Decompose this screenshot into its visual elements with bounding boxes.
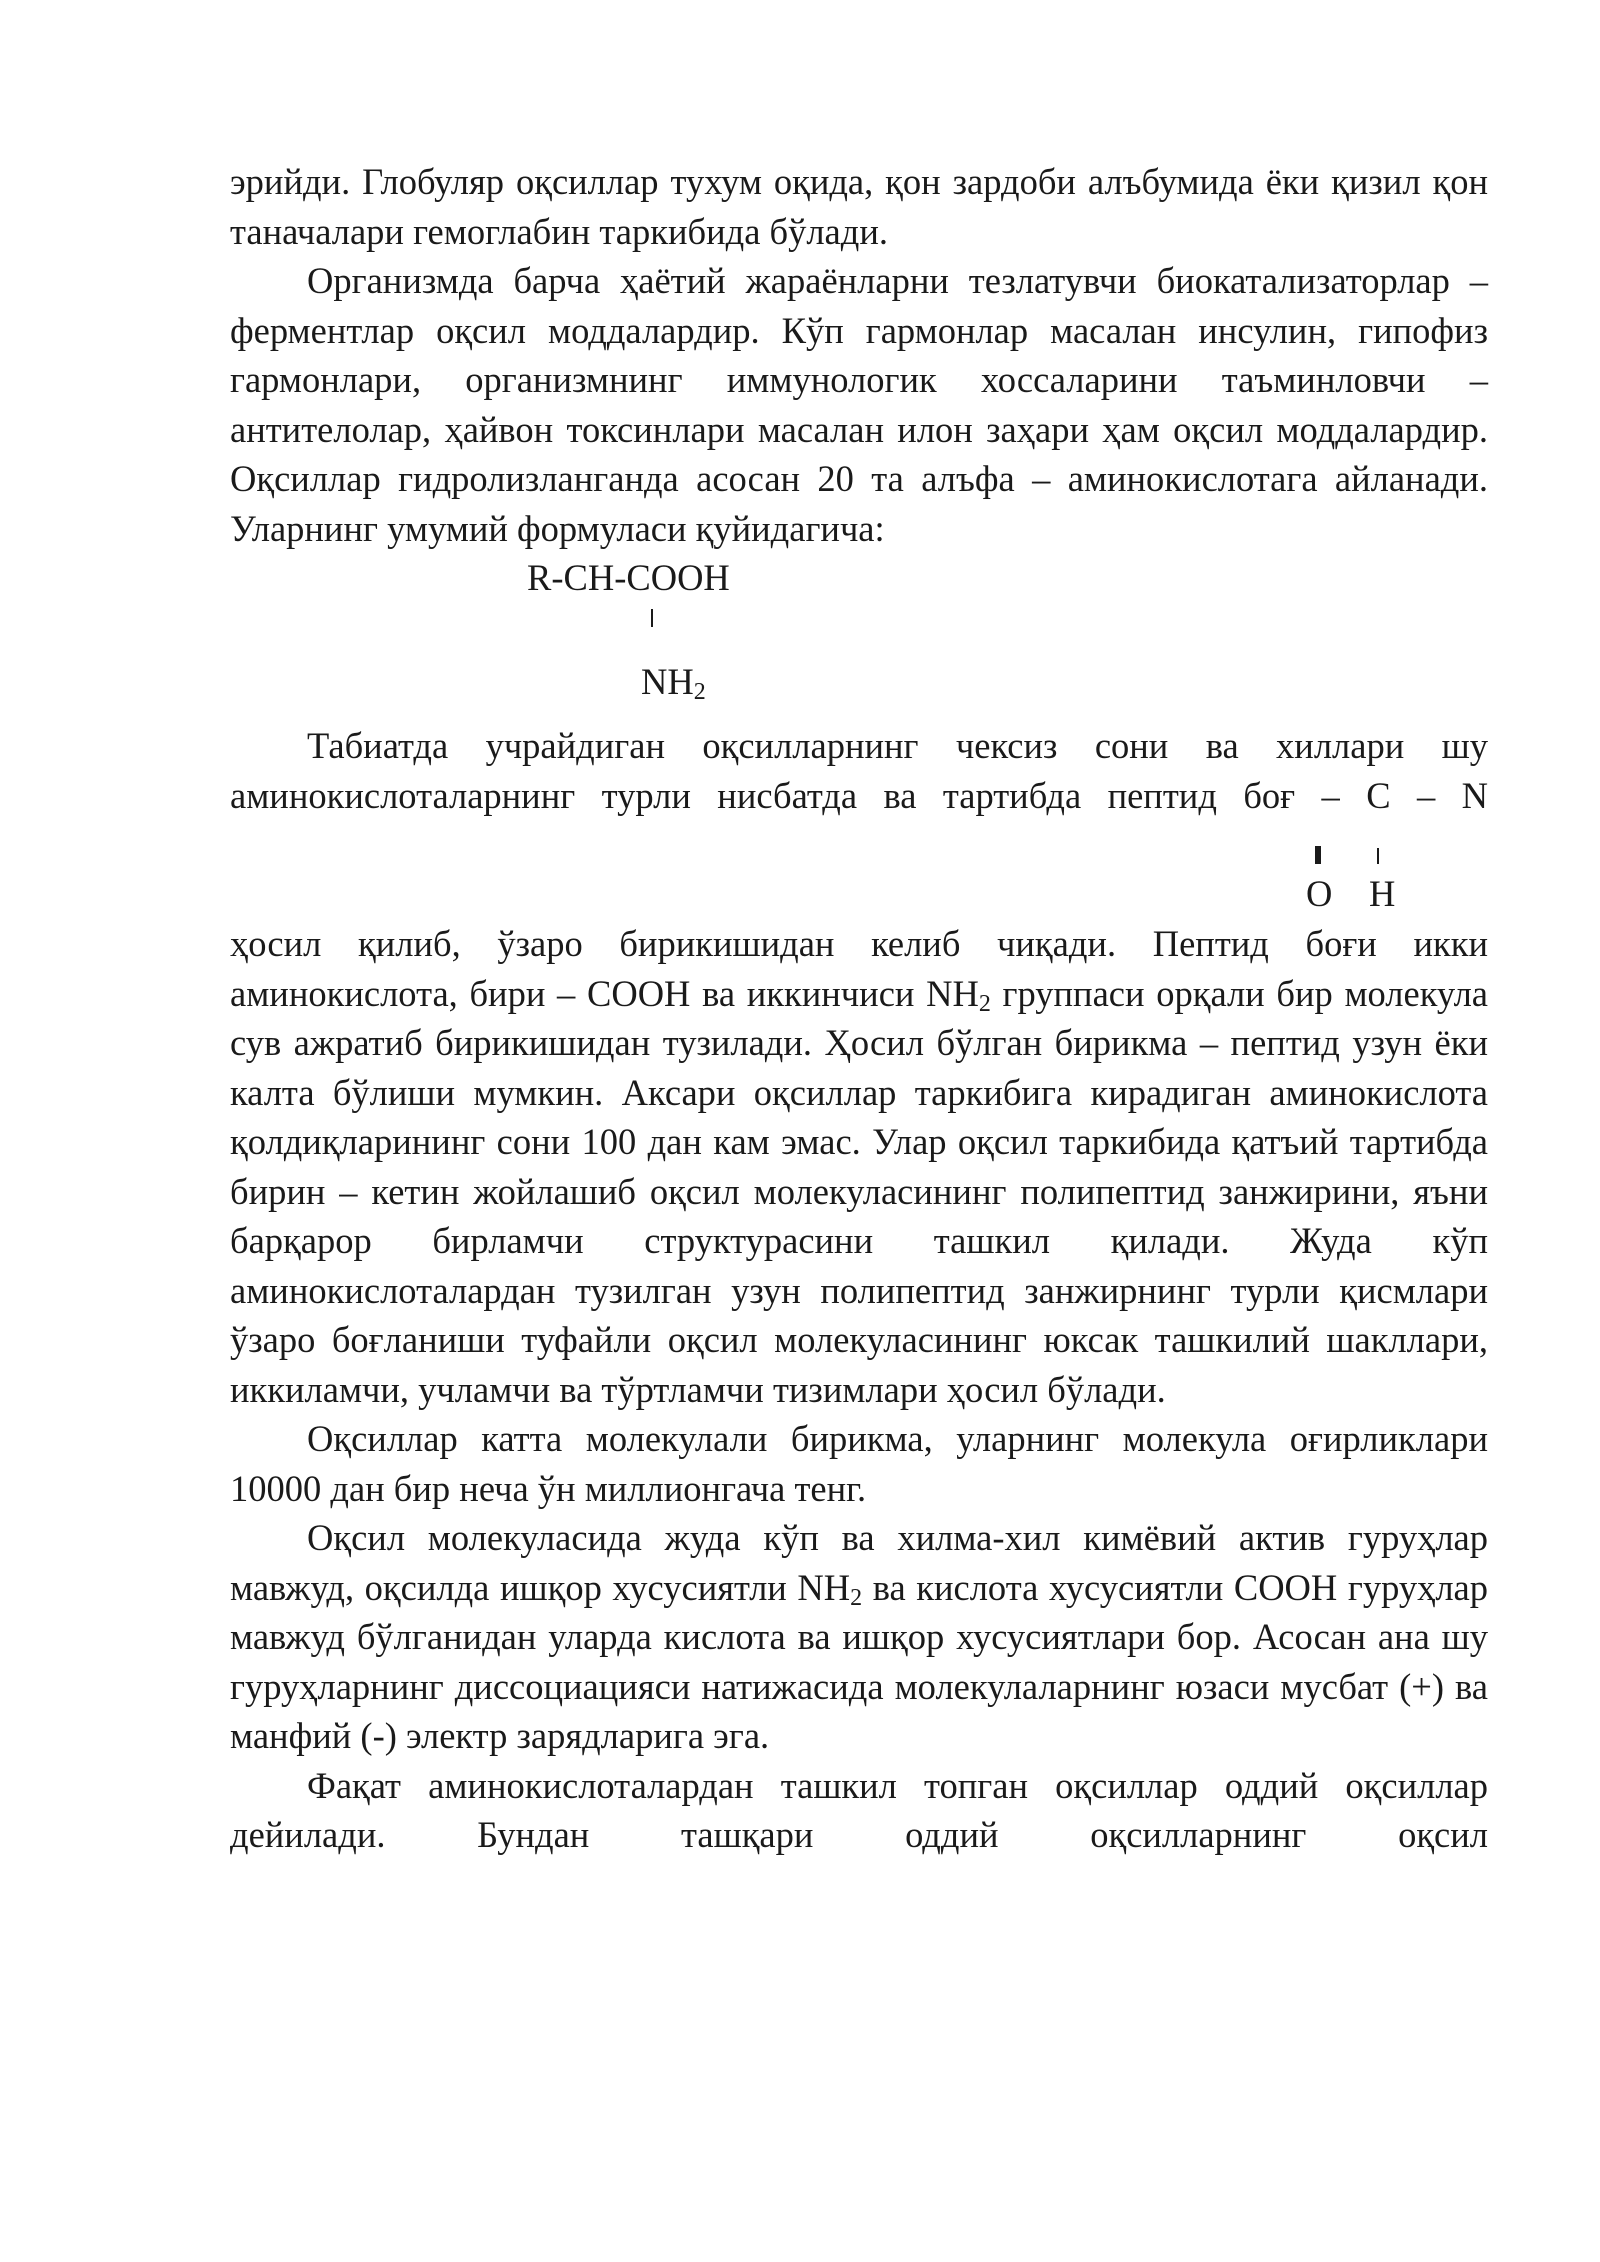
formula-main-chain: R-CH-COOH xyxy=(527,557,730,598)
document-body xyxy=(230,157,1488,1860)
paragraph-peptide-formation-text-2: группаси орқали бир молекула сув ажратиб бирикишидан тузилади. Ҳосил бўлган бирикма – пептид узун ёки калта бўлиши мумкин. Аксари оқсиллар таркибига кирадиган аминокислота қолдиқларининг сони 100 дан кам эмас. Улар оқсил таркибида қатъий тартибда бирин – кетин жойлашиб оқсил молекуласининг полипептид занжирини, яъни барқарор бирламчи структурасини ташкил қилади. Жуда кўп аминокислоталардан тузилган узун полипептид занжирнинг турли қисмлари ўзаро боғланиши туфайли оқсил молекуласининг юксак ташкилий шакллари, иккиламчи, учламчи ва тўртламчи тизимлари ҳосил бўлади. xyxy=(230,972,1488,1410)
peptide-double-bond-line xyxy=(1315,846,1321,864)
paragraph-active-groups-subscript: 2 xyxy=(850,1584,863,1611)
peptide-single-bond-line xyxy=(1377,848,1379,864)
paragraph-molecular-weight: Оқсиллар катта молекулали бирикма, уларнинг молекула оғирликлари 10000 дан бир неча ўн миллионгача тенг. xyxy=(230,1418,1488,1509)
formula-bond-line xyxy=(651,609,653,627)
paragraph-continuation: эрийди. Глобуляр оқсиллар тухум оқида, қон зардоби алъбумида ёки қизил қон таначалари гемоглабин таркибида бўлади. xyxy=(230,161,1488,252)
formula-amino-group xyxy=(641,657,706,707)
paragraph-peptide-formation-subscript: 2 xyxy=(978,990,991,1017)
paragraph-peptide-formation xyxy=(230,919,1488,1414)
paragraph-peptide-formation-text-1: ҳосил қилиб, ўзаро бирикишидан келиб чиқади. Пептид боғи икки аминокислота, бири – COOH ва иккинчиси NH xyxy=(230,923,1488,1014)
paragraph-active-groups xyxy=(230,1513,1488,1761)
amino-acid-formula xyxy=(230,553,1488,721)
paragraph-peptide-bond: Табиатда учрайдиган оқсилларнинг чексиз сони ва хиллари шу аминокислоталарнинг турли нисбатда ва тартибда пептид боғ – C – N xyxy=(230,725,1488,816)
paragraph-enzymes: Организмда барча ҳаётий жараёнларни тезлатувчи биокатализаторлар – ферментлар оқсил моддалардир. Кўп гармонлар масалан инсулин, гипофиз гармонлари, организмнинг иммунологик хоссаларини таъминловчи – антителолар, ҳайвон токсинлари масалан илон заҳари ҳам оқсил моддалардир. Оқсиллар гидролизланганда асосан 20 та алъфа – аминокислотага айланади. Уларнинг умумий формуласи қуйидагича: xyxy=(230,260,1488,549)
peptide-bond-structure xyxy=(230,820,1488,919)
peptide-oxygen-atom: O xyxy=(1306,873,1333,914)
peptide-hydrogen-atom: H xyxy=(1369,873,1396,914)
paragraph-active-groups-text-2: ва кислота хусусиятли COOH гуруҳлар мавжуд бўлганидан уларда кислота ва ишқор хусусиятлари бор. Асосан ана шу гуруҳларнинг диссоциацияси натижасида молекулаларнинг юзаси мусбат (+) ва манфий (-) электр зарядларига эга. xyxy=(230,1566,1489,1756)
formula-subscript: 2 xyxy=(693,679,706,705)
formula-nh: NH xyxy=(641,661,694,702)
paragraph-active-groups-text-1: Оқсил молекуласида жуда кўп ва хилма-хил кимёвий актив гуруҳлар мавжуд, оқсилда ишқор хусусиятли NH xyxy=(230,1517,1488,1608)
paragraph-simple-proteins: Фақат аминокислоталардан ташкил топган оқсиллар оддий оқсиллар дейилади. Бундан ташқари оддий оқсилларнинг оқсил xyxy=(230,1764,1488,1855)
